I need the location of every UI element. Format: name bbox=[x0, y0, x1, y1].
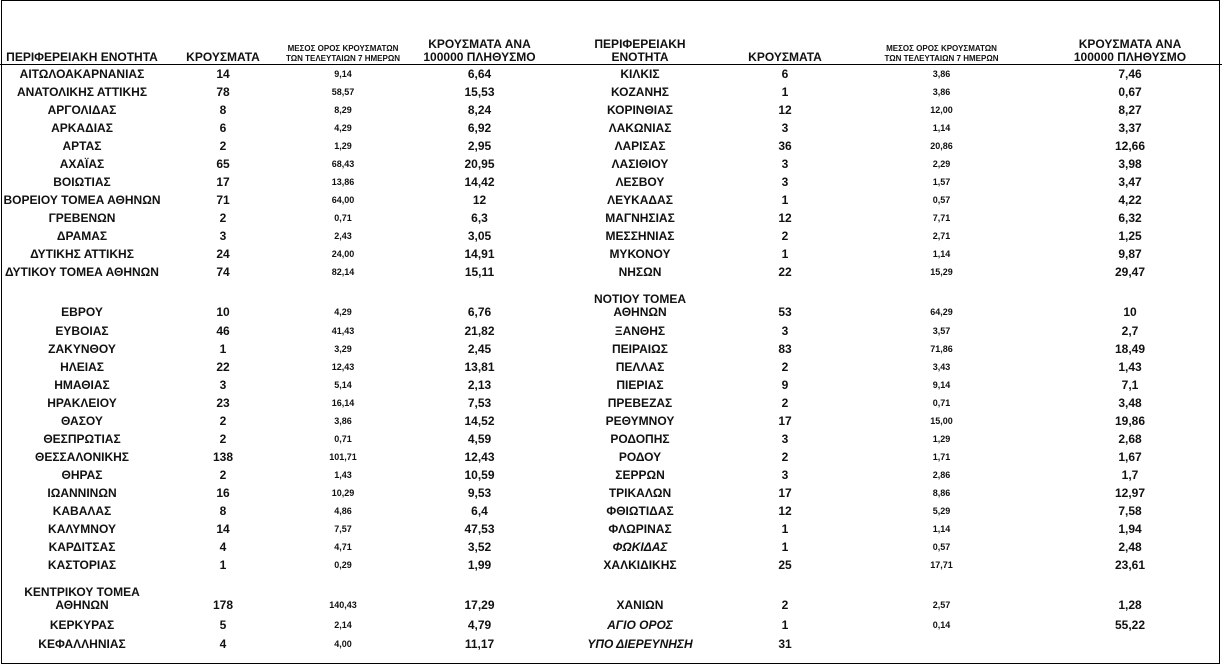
table-row bbox=[0, 191, 1222, 209]
left-cases-cell: 8 bbox=[219, 103, 227, 117]
left-cases-cell: 22 bbox=[216, 360, 230, 374]
left-per100k-cell: 6,92 bbox=[467, 121, 492, 135]
right-avg-cell: 2,29 bbox=[932, 159, 951, 169]
left-avg-cell: 0,29 bbox=[334, 560, 352, 570]
right-cases-cell: 3 bbox=[781, 324, 789, 338]
right-region-cell: ΡΟΔΟΠΗΣ bbox=[610, 432, 670, 446]
right-per100k-cell: 19,86 bbox=[1114, 414, 1146, 428]
left-per100k-cell: 6,3 bbox=[471, 211, 488, 225]
left-cases-cell: 2 bbox=[219, 139, 227, 153]
left-cases-cell: 23 bbox=[216, 396, 230, 410]
right-per100k-cell: 29,47 bbox=[1114, 265, 1146, 279]
left-cases-cell: 4 bbox=[219, 637, 227, 651]
right-avg-cell: 7,71 bbox=[932, 213, 951, 223]
header-cases-right: ΚΡΟΥΣΜΑΤΑ bbox=[748, 50, 822, 64]
table-row bbox=[0, 615, 1222, 635]
table-row bbox=[0, 484, 1222, 502]
right-region-cell: ΞΑΝΘΗΣ bbox=[614, 324, 666, 338]
right-avg-cell: 5,29 bbox=[932, 506, 951, 516]
right-cases-cell: 12 bbox=[778, 103, 792, 117]
left-cases-cell: 78 bbox=[216, 85, 230, 99]
right-per100k-cell: 1,25 bbox=[1118, 229, 1142, 243]
left-per100k-cell: 4,79 bbox=[467, 618, 492, 632]
left-avg-cell: 13,86 bbox=[331, 177, 355, 187]
region-name-line2: ΑΘΗΝΩΝ bbox=[613, 305, 667, 319]
left-avg-cell: 5,14 bbox=[334, 380, 352, 390]
left-avg-cell: 1,43 bbox=[334, 470, 352, 480]
header-avg-right-line1: ΜΕΣΟΣ ΟΡΟΣ ΚΡΟΥΣΜΑΤΩΝ bbox=[886, 44, 997, 53]
left-per100k-cell: 3,52 bbox=[467, 540, 492, 554]
right-per100k-cell: 2,48 bbox=[1118, 540, 1142, 554]
left-cases-cell: 8 bbox=[219, 504, 227, 518]
right-avg-cell: 1,14 bbox=[932, 249, 951, 259]
left-region-cell: ΑΡΤΑΣ bbox=[62, 139, 102, 153]
table-row bbox=[0, 448, 1222, 466]
table-row bbox=[0, 137, 1222, 155]
right-region-cell: ΦΛΩΡΙΝΑΣ bbox=[608, 522, 672, 536]
left-avg-cell: 82,14 bbox=[331, 267, 355, 277]
left-region-cell: ΚΕΡΚΥΡΑΣ bbox=[49, 618, 115, 632]
header-per100k-right bbox=[1038, 33, 1222, 65]
left-region-cell: ΚΑΒΑΛΑΣ bbox=[52, 504, 112, 518]
right-cases-cell: 17 bbox=[778, 414, 792, 428]
right-region-cell: ΣΕΡΡΩΝ bbox=[615, 468, 665, 482]
left-avg-cell: 8,29 bbox=[334, 105, 352, 115]
right-cases-cell: 1 bbox=[781, 247, 789, 261]
left-per100k-cell: 10,59 bbox=[464, 468, 495, 482]
left-cases-cell: 24 bbox=[216, 247, 230, 261]
left-cases-cell: 4 bbox=[219, 540, 227, 554]
left-per100k-cell: 11,17 bbox=[464, 637, 495, 651]
right-region-cell: ΦΩΚΙΔΑΣ bbox=[612, 540, 668, 554]
right-cases-cell: 25 bbox=[778, 558, 792, 572]
left-per100k-cell: 14,52 bbox=[464, 414, 495, 428]
left-per100k-cell: 14,91 bbox=[464, 247, 495, 261]
right-per100k-cell: 3,47 bbox=[1118, 175, 1142, 189]
left-per100k-cell: 4,59 bbox=[467, 432, 492, 446]
left-avg-cell: 101,71 bbox=[329, 452, 357, 462]
left-per100k-cell: 13,81 bbox=[464, 360, 495, 374]
left-per100k-cell: 2,95 bbox=[467, 139, 492, 153]
right-avg-cell: 1,29 bbox=[932, 434, 951, 444]
right-region-cell: ΑΓΙΟ ΟΡΟΣ bbox=[607, 618, 673, 632]
right-cases-cell: 12 bbox=[778, 211, 792, 225]
left-cases-cell: 71 bbox=[216, 193, 230, 207]
right-cases-cell: 36 bbox=[778, 139, 792, 153]
left-cases-cell: 2 bbox=[219, 414, 227, 428]
left-region-cell: ΚΑΣΤΟΡΙΑΣ bbox=[47, 558, 117, 572]
right-cases-cell: 12 bbox=[778, 504, 792, 518]
header-region-right-line1: ΠΕΡΙΦΕΡΕΙΑΚΗ bbox=[594, 37, 686, 51]
right-cases-cell: 2 bbox=[781, 229, 789, 243]
left-avg-cell: 68,43 bbox=[331, 159, 355, 169]
right-avg-cell: 15,00 bbox=[930, 416, 953, 426]
right-avg-cell: 64,29 bbox=[930, 307, 953, 317]
left-cases-cell: 3 bbox=[219, 378, 227, 392]
right-cases-cell: 2 bbox=[781, 598, 789, 612]
table-row bbox=[0, 430, 1222, 448]
right-per100k-cell: 6,32 bbox=[1118, 211, 1142, 225]
right-per100k-cell bbox=[1038, 635, 1222, 653]
left-region-cell: ΑΝΑΤΟΛΙΚΗΣ ΑΤΤΙΚΗΣ bbox=[16, 85, 148, 99]
right-avg-cell: 0,71 bbox=[932, 398, 951, 408]
right-region-cell: ΜΕΣΣΗΝΙΑΣ bbox=[605, 229, 675, 243]
left-avg-cell: 2,43 bbox=[334, 231, 352, 241]
left-cases-cell: 1 bbox=[219, 342, 227, 356]
right-avg-cell: 15,29 bbox=[930, 267, 953, 277]
header-avg-right bbox=[845, 33, 1038, 65]
right-per100k-cell: 1,43 bbox=[1118, 360, 1142, 374]
right-cases-cell: 9 bbox=[781, 378, 789, 392]
header-avg bbox=[282, 33, 404, 65]
bottom-rule bbox=[1, 663, 1220, 664]
left-per100k-cell: 9,53 bbox=[467, 486, 492, 500]
left-cases-cell: 2 bbox=[219, 432, 227, 446]
left-region-cell: ΗΛΕΙΑΣ bbox=[60, 360, 104, 374]
left-per100k-cell: 20,95 bbox=[464, 157, 495, 171]
left-per100k-cell: 1,99 bbox=[467, 558, 492, 572]
table-row bbox=[0, 556, 1222, 574]
left-cases-cell: 65 bbox=[216, 157, 230, 171]
table-row bbox=[0, 263, 1222, 281]
left-avg-cell: 7,57 bbox=[334, 524, 352, 534]
right-avg-cell: 2,57 bbox=[932, 600, 951, 610]
right-cases-cell: 3 bbox=[781, 157, 789, 171]
table-row bbox=[0, 358, 1222, 376]
left-cases-cell: 2 bbox=[219, 468, 227, 482]
left-region-cell: ΘΗΡΑΣ bbox=[61, 468, 103, 482]
right-per100k-cell: 3,37 bbox=[1118, 121, 1142, 135]
left-region-cell: ΘΕΣΠΡΩΤΙΑΣ bbox=[43, 432, 121, 446]
right-cases-cell: 53 bbox=[778, 305, 792, 319]
left-avg-cell: 2,14 bbox=[334, 620, 352, 630]
right-region-cell: ΤΡΙΚΑΛΩΝ bbox=[608, 486, 672, 500]
left-cases-cell: 6 bbox=[219, 121, 227, 135]
right-avg-cell: 3,43 bbox=[932, 362, 951, 372]
left-avg-cell: 41,43 bbox=[331, 326, 355, 336]
right-avg-cell: 1,71 bbox=[932, 452, 951, 462]
table-row bbox=[0, 520, 1222, 538]
left-avg-cell: 16,14 bbox=[331, 398, 355, 408]
left-cases-cell: 17 bbox=[216, 175, 230, 189]
right-region-cell: ΛΕΣΒΟΥ bbox=[615, 175, 665, 189]
right-per100k-cell: 4,22 bbox=[1118, 193, 1142, 207]
left-region-cell: ΑΧΑΪΑΣ bbox=[59, 157, 105, 171]
header-per100k-line1: ΚΡΟΥΣΜΑΤΑ ΑΝΑ bbox=[428, 37, 531, 51]
left-per100k-cell: 47,53 bbox=[464, 522, 495, 536]
right-per100k-cell: 7,58 bbox=[1118, 504, 1142, 518]
right-avg-cell: 8,86 bbox=[932, 488, 951, 498]
left-region-cell: ΚΕΦΑΛΛΗΝΙΑΣ bbox=[38, 637, 126, 651]
right-per100k-cell: 3,48 bbox=[1118, 396, 1142, 410]
right-region-cell: ΚΙΛΚΙΣ bbox=[620, 67, 660, 81]
table-row bbox=[0, 394, 1222, 412]
left-per100k-cell: 17,29 bbox=[464, 598, 495, 612]
right-region-cell bbox=[555, 281, 725, 322]
left-avg-cell: 140,43 bbox=[329, 600, 357, 610]
header-avg-line2: ΤΩΝ ΤΕΛΕΥΤΑΙΩΝ 7 ΗΜΕΡΩΝ bbox=[285, 54, 401, 63]
right-cases-cell: 3 bbox=[781, 468, 789, 482]
right-per100k-cell: 23,61 bbox=[1114, 558, 1146, 572]
right-per100k-cell: 18,49 bbox=[1114, 342, 1146, 356]
cases-table bbox=[0, 33, 1222, 653]
right-per100k-cell: 1,67 bbox=[1118, 450, 1142, 464]
left-avg-cell: 64,00 bbox=[331, 195, 355, 205]
region-name-line1: ΚΕΝΤΡΙΚΟΥ ΤΟΜΕΑ bbox=[24, 585, 140, 599]
table-row bbox=[0, 209, 1222, 227]
table-row bbox=[0, 340, 1222, 358]
right-avg-cell: 9,14 bbox=[932, 380, 951, 390]
left-region-cell: ΔΡΑΜΑΣ bbox=[56, 229, 108, 243]
left-region-cell: ΚΑΡΔΙΤΣΑΣ bbox=[48, 540, 116, 554]
left-cases-cell: 5 bbox=[219, 618, 227, 632]
left-avg-cell: 3,86 bbox=[334, 416, 352, 426]
table-row bbox=[0, 281, 1222, 322]
right-avg-cell: 0,57 bbox=[932, 542, 951, 552]
left-avg-cell: 1,29 bbox=[334, 141, 352, 151]
left-region-cell: ΘΕΣΣΑΛΟΝΙΚΗΣ bbox=[35, 450, 129, 464]
left-avg-cell: 0,71 bbox=[334, 434, 352, 444]
left-avg-cell: 4,86 bbox=[334, 506, 352, 516]
right-per100k-cell: 9,87 bbox=[1118, 247, 1142, 261]
left-region-cell: ΑΡΓΟΛΙΔΑΣ bbox=[47, 103, 117, 117]
table-row bbox=[0, 227, 1222, 245]
right-avg-cell: 0,14 bbox=[932, 620, 951, 630]
left-cases-cell: 138 bbox=[212, 450, 234, 464]
table-row bbox=[0, 119, 1222, 137]
table-row bbox=[0, 83, 1222, 101]
right-cases-cell: 31 bbox=[778, 637, 792, 651]
left-region-cell: ΗΡΑΚΛΕΙΟΥ bbox=[47, 396, 117, 410]
left-avg-cell: 24,00 bbox=[331, 249, 355, 259]
right-avg-cell: 3,86 bbox=[932, 87, 951, 97]
left-per100k-cell: 2,45 bbox=[467, 342, 492, 356]
right-cases-cell: 2 bbox=[781, 450, 789, 464]
right-per100k-cell: 55,22 bbox=[1114, 618, 1146, 632]
table-row bbox=[0, 173, 1222, 191]
right-avg-cell: 1,57 bbox=[932, 177, 951, 187]
region-name-line1: ΝΟΤΙΟΥ ΤΟΜΕΑ bbox=[593, 292, 687, 306]
right-cases-cell: 83 bbox=[778, 342, 792, 356]
left-region-cell: ΑΡΚΑΔΙΑΣ bbox=[51, 121, 113, 135]
right-avg-cell: 20,86 bbox=[930, 141, 953, 151]
header-region-right-line2: ΕΝΟΤΗΤΑ bbox=[611, 50, 669, 64]
right-cases-cell: 17 bbox=[778, 486, 792, 500]
left-region-cell bbox=[0, 574, 164, 615]
right-region-cell: ΠΕΛΛΑΣ bbox=[615, 360, 665, 374]
right-per100k-cell: 1,7 bbox=[1121, 468, 1139, 482]
right-per100k-cell: 12,97 bbox=[1114, 486, 1146, 500]
left-region-cell: ΒΟΙΩΤΙΑΣ bbox=[53, 175, 111, 189]
right-per100k-cell: 2,7 bbox=[1121, 324, 1139, 338]
right-cases-cell: 3 bbox=[781, 432, 789, 446]
left-per100k-cell: 2,13 bbox=[467, 378, 492, 392]
right-region-cell: ΧΑΝΙΩΝ bbox=[616, 598, 664, 612]
right-region-cell: ΠΕΙΡΑΙΩΣ bbox=[612, 342, 668, 356]
header-per100k-right-line2: 100000 ΠΛΗΘΥΣΜΟ bbox=[1073, 50, 1187, 64]
left-region-cell: ΓΡΕΒΕΝΩΝ bbox=[48, 211, 116, 225]
right-per100k-cell: 7,46 bbox=[1118, 67, 1142, 81]
left-per100k-cell: 3,05 bbox=[467, 229, 492, 243]
right-region-cell: ΛΑΚΩΝΙΑΣ bbox=[608, 121, 672, 135]
right-cases-cell: 1 bbox=[781, 540, 789, 554]
left-cases-cell: 14 bbox=[216, 67, 230, 81]
left-avg-cell: 4,71 bbox=[334, 542, 352, 552]
header-per100k bbox=[404, 33, 555, 65]
right-cases-cell: 1 bbox=[781, 522, 789, 536]
left-avg-cell: 3,29 bbox=[334, 344, 352, 354]
left-per100k-cell: 12 bbox=[472, 193, 487, 207]
left-cases-cell: 3 bbox=[219, 229, 227, 243]
left-avg-cell: 58,57 bbox=[331, 87, 355, 97]
left-region-cell: ΕΒΡΟΥ bbox=[61, 305, 103, 319]
right-avg-cell: 0,57 bbox=[932, 195, 951, 205]
header-avg-right-line2: ΤΩΝ ΤΕΛΕΥΤΑΙΩΝ 7 ΗΜΕΡΩΝ bbox=[884, 54, 999, 63]
right-region-cell: ΠΙΕΡΙΑΣ bbox=[616, 378, 664, 392]
header-row bbox=[0, 33, 1222, 65]
right-per100k-cell: 1,28 bbox=[1118, 598, 1142, 612]
right-region-cell: ΛΑΣΙΘΙΟΥ bbox=[611, 157, 669, 171]
left-cases-cell: 46 bbox=[216, 324, 230, 338]
left-per100k-cell: 14,42 bbox=[464, 175, 495, 189]
left-per100k-cell: 8,24 bbox=[467, 103, 492, 117]
left-region-cell: ΒΟΡΕΙΟΥ ΤΟΜΕΑ ΑΘΗΝΩΝ bbox=[3, 193, 161, 207]
right-cases-cell: 2 bbox=[781, 360, 789, 374]
right-per100k-cell: 10 bbox=[1123, 305, 1137, 319]
left-avg-cell: 4,00 bbox=[334, 639, 352, 649]
right-avg-cell: 1,14 bbox=[932, 524, 951, 534]
right-region-cell: ΚΟΡΙΝΘΙΑΣ bbox=[607, 103, 673, 117]
left-per100k-cell: 6,4 bbox=[471, 504, 488, 518]
right-avg-cell: 71,86 bbox=[930, 344, 953, 354]
table-row bbox=[0, 245, 1222, 263]
left-per100k-cell: 15,11 bbox=[464, 265, 495, 279]
table-body bbox=[0, 65, 1222, 654]
left-cases-cell: 14 bbox=[216, 522, 230, 536]
table-row bbox=[0, 502, 1222, 520]
left-avg-cell: 4,29 bbox=[334, 307, 352, 317]
left-region-cell: ΔΥΤΙΚΟΥ ΤΟΜΕΑ ΑΘΗΝΩΝ bbox=[5, 265, 159, 279]
right-per100k-cell: 3,98 bbox=[1118, 157, 1142, 171]
right-region-cell: ΥΠΟ ΔΙΕΡΕΥΝΗΣΗ bbox=[587, 637, 693, 651]
right-region-cell: ΜΥΚΟΝΟΥ bbox=[609, 247, 671, 261]
right-avg-cell: 12,00 bbox=[930, 105, 953, 115]
left-avg-cell: 12,43 bbox=[331, 362, 355, 372]
right-region-cell: ΝΗΣΩΝ bbox=[618, 265, 662, 279]
right-cases-cell: 1 bbox=[781, 618, 789, 632]
right-avg-cell: 3,86 bbox=[932, 69, 951, 79]
right-region-cell: ΧΑΛΚΙΔΙΚΗΣ bbox=[603, 558, 677, 572]
right-per100k-cell: 7,1 bbox=[1121, 378, 1139, 392]
right-cases-cell: 22 bbox=[778, 265, 792, 279]
right-avg-cell bbox=[845, 635, 1038, 653]
right-per100k-cell: 12,66 bbox=[1114, 139, 1146, 153]
right-avg-cell: 1,14 bbox=[932, 123, 951, 133]
left-cases-cell: 178 bbox=[212, 598, 234, 612]
right-per100k-cell: 0,67 bbox=[1118, 85, 1142, 99]
right-per100k-cell: 2,68 bbox=[1118, 432, 1142, 446]
table-row bbox=[0, 466, 1222, 484]
table-row bbox=[0, 412, 1222, 430]
left-cases-cell: 10 bbox=[216, 305, 230, 319]
right-cases-cell: 1 bbox=[781, 85, 789, 99]
table-row bbox=[0, 322, 1222, 340]
header-avg-line1: ΜΕΣΟΣ ΟΡΟΣ ΚΡΟΥΣΜΑΤΩΝ bbox=[287, 44, 399, 53]
left-avg-cell: 10,29 bbox=[331, 488, 355, 498]
header-per100k-right-line1: ΚΡΟΥΣΜΑΤΑ ΑΝΑ bbox=[1078, 37, 1182, 51]
header-region-right bbox=[555, 33, 725, 65]
header-cases: ΚΡΟΥΣΜΑΤΑ bbox=[186, 50, 260, 64]
right-region-cell: ΦΘΙΩΤΙΔΑΣ bbox=[606, 504, 674, 518]
table-row bbox=[0, 376, 1222, 394]
right-avg-cell: 2,71 bbox=[932, 231, 951, 241]
table-row bbox=[0, 574, 1222, 615]
right-cases-cell: 6 bbox=[781, 67, 789, 81]
right-region-cell: ΡΟΔΟΥ bbox=[618, 450, 662, 464]
left-per100k-cell: 12,43 bbox=[464, 450, 495, 464]
table-row bbox=[0, 101, 1222, 119]
header-per100k-line2: 100000 ΠΛΗΘΥΣΜΟ bbox=[423, 50, 536, 64]
right-cases-cell: 2 bbox=[781, 396, 789, 410]
right-region-cell: ΛΑΡΙΣΑΣ bbox=[614, 139, 666, 153]
left-avg-cell: 9,14 bbox=[334, 69, 352, 79]
left-region-cell: ΖΑΚΥΝΘΟΥ bbox=[48, 342, 116, 356]
right-cases-cell: 1 bbox=[781, 193, 789, 207]
right-region-cell: ΡΕΘΥΜΝΟΥ bbox=[605, 414, 675, 428]
left-per100k-cell: 6,76 bbox=[467, 305, 492, 319]
left-region-cell: ΚΑΛΥΜΝΟΥ bbox=[48, 522, 116, 536]
table-row bbox=[0, 65, 1222, 84]
right-region-cell: ΛΕΥΚΑΔΑΣ bbox=[607, 193, 673, 207]
left-cases-cell: 74 bbox=[216, 265, 230, 279]
right-avg-cell: 3,57 bbox=[932, 326, 951, 336]
left-region-cell: ΑΙΤΩΛΟΑΚΑΡΝΑΝΙΑΣ bbox=[19, 67, 145, 81]
table-row bbox=[0, 538, 1222, 556]
left-region-cell: ΗΜΑΘΙΑΣ bbox=[54, 378, 110, 392]
table-row bbox=[0, 635, 1222, 653]
left-avg-cell: 4,29 bbox=[334, 123, 352, 133]
right-avg-cell: 2,86 bbox=[932, 470, 951, 480]
left-avg-cell: 0,71 bbox=[334, 213, 352, 223]
left-cases-cell: 16 bbox=[216, 486, 230, 500]
right-cases-cell: 3 bbox=[781, 121, 789, 135]
left-region-cell: ΔΥΤΙΚΗΣ ΑΤΤΙΚΗΣ bbox=[30, 247, 134, 261]
left-per100k-cell: 15,53 bbox=[464, 85, 495, 99]
right-region-cell: ΠΡΕΒΕΖΑΣ bbox=[607, 396, 673, 410]
right-avg-cell: 17,71 bbox=[930, 560, 953, 570]
left-cases-cell: 1 bbox=[219, 558, 227, 572]
left-per100k-cell: 21,82 bbox=[464, 324, 495, 338]
left-per100k-cell: 6,64 bbox=[467, 67, 492, 81]
left-cases-cell: 2 bbox=[219, 211, 227, 225]
left-region-cell: ΙΩΑΝΝΙΝΩΝ bbox=[47, 486, 117, 500]
header-region: ΠΕΡΙΦΕΡΕΙΑΚΗ ΕΝΟΤΗΤΑ bbox=[6, 50, 158, 64]
right-region-cell: ΜΑΓΝΗΣΙΑΣ bbox=[605, 211, 675, 225]
right-cases-cell: 3 bbox=[781, 175, 789, 189]
region-name-line2: ΑΘΗΝΩΝ bbox=[55, 598, 109, 612]
table-row bbox=[0, 155, 1222, 173]
left-region-cell: ΕΥΒΟΙΑΣ bbox=[55, 324, 109, 338]
right-per100k-cell: 8,27 bbox=[1118, 103, 1142, 117]
left-per100k-cell: 7,53 bbox=[467, 396, 492, 410]
left-region-cell: ΘΑΣΟΥ bbox=[61, 414, 103, 428]
right-per100k-cell: 1,94 bbox=[1118, 522, 1142, 536]
right-region-cell: ΚΟΖΑΝΗΣ bbox=[611, 85, 669, 99]
